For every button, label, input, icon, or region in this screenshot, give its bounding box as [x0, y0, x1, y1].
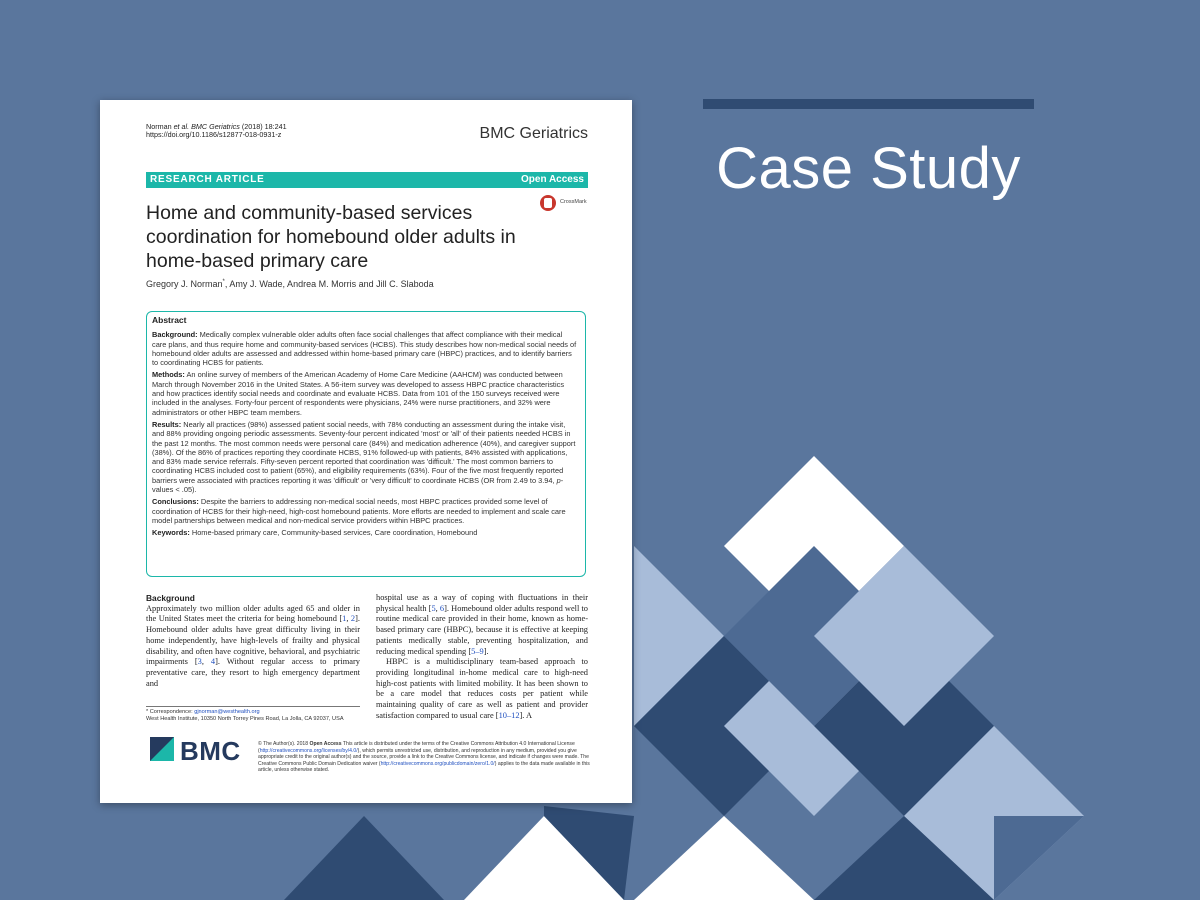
abstract-heading: Abstract [152, 315, 187, 325]
crossmark-icon[interactable] [540, 195, 556, 211]
footnote-rule [146, 706, 360, 707]
diamond-medium-lower-right [994, 816, 1084, 900]
article-type-label: RESEARCH ARTICLE [150, 174, 265, 185]
bmc-logo-icon [150, 737, 174, 761]
authors-line: Gregory J. Norman*, Amy J. Wade, Andrea M. Morris and Jill C. Slaboda [146, 279, 434, 289]
crossmark-label: CrossMark [560, 199, 587, 205]
bmc-logo-text: BMC [180, 736, 241, 766]
ref-link[interactable]: 1 [342, 614, 347, 624]
ref-link[interactable]: 2 [350, 614, 356, 624]
diamond-white-bottom [634, 816, 814, 900]
abstract-results: Results: Nearly all practices (98%) assessed patient social needs, with 78% conducting an assessment during the intake visit, and 88% providing ongoing periodic assessments. Seventy-four percent indicated 'most' or 'all' of their patients needed HCBS in the past 12 months. The most common needs were personal care (84%) and medication adherence (40%), and caregiver support (38%). Of the 86% of practices reporting they coordinate HCBS, 91% followed-up with patients, 84% assisted with applications, and 83% made service referrals. Fifty-seven percent reported that coordination was 'difficult.' The most common barriers to coordinating HCBS included cost to patient (65%), and eligibility requirements (63%). Four of the five most frequently reported barriers were associated with practices reporting it was 'difficult' or 'very difficult' to coordinate HCBS (OR from 2.49 to 3.94, p-values < .05). [152, 419, 576, 495]
paper-page [100, 100, 632, 803]
license-link[interactable]: http://creativecommons.org/licenses/by/4.0/ [259, 747, 358, 754]
citation-line: Norman et al. BMC Geriatrics (2018) 18:241 [146, 122, 287, 131]
ref-link[interactable]: 5–9 [471, 646, 484, 656]
abstract-conclusions: Conclusions: Despite the barriers to addressing non-medical social needs, most HBPC practices provided some level of coordination of HCBS for their high-need, high-cost homebound patients. More efforts are needed to implement and scale care model partnerships between medical and non-medical service providers within HBPC practices. [152, 497, 566, 525]
banner-title: Case Study [716, 136, 1021, 201]
abstract-content [152, 316, 578, 541]
license-text: © The Author(s). 2018 Open Access This article is distributed under the terms of the Creative Commons Attribution 4.0 International License (http://creativecommons.org/licenses/by/4.0/), which permits unrestricted use, distribution, and reproduction in any medium, provided you give appropriate credit to the original author(s) and the source, provide a link to the Creative Commons license, and indicate if changes were made. The Creative Commons Public Domain Dedication waiver (http://creativecommons.org/publicdomain/zero/1.0/) applies to the data made available in this article, unless otherwise stated. [258, 741, 590, 773]
journal-name: BMC Geriatrics [479, 125, 588, 142]
ref-link[interactable]: 4 [210, 657, 216, 667]
open-access-label: Open Access [521, 174, 584, 185]
footnote: * Correspondence: gjnorman@westhealth.org West Health Institute, 10350 North Torrey Pines Road, La Jolla, CA 92037, USA [146, 709, 344, 722]
abstract-methods: Methods: An online survey of members of the American Academy of Home Care Medicine (AAHCM) was conducted between March through November 2016 in the United States. A 56-item survey was developed to assess HBPC practice characteristics and how practices identify social needs and coordinate and evaluate HCBS. Data from 101 of the 150 surveys received were included in the analyses. Forty-four percent of respondents were physicians, 24% were nurse practitioners, and 32% were administrators or other HBPC team members. [152, 370, 565, 417]
diamond-dark-bottom-left [284, 816, 444, 900]
ref-link[interactable]: 5 [431, 603, 436, 613]
ref-link[interactable]: 6 [439, 603, 445, 613]
accent-bar [703, 99, 1034, 109]
body-column-right: hospital use as a way of coping with fluctuations in their physical health [5, 6]. Homebound older adults respond well to routine medical care provided in their home, known as home-based primary care (HBPC), because it is effective at keeping patients medically stable, preventing hospitalization, and reducing medical spending [5–9]. HBPC is a multidisciplinary team-based approach to providing longitudinal in-home medical care to high-need high-cost patients with limited mobility. It has been shown to be a care model that reduces costs per patient while maintaining quality of care as well as patient and provider satisfaction compared to usual care [10–12]. A [376, 593, 588, 720]
doi-line: https://doi.org/10.1186/s12877-018-0931-z [146, 130, 282, 139]
abstract-background: Background: Medically complex vulnerable older adults often face social challenges that affect compliance with their medical care plans, and thus require home and community-based services (HCBS). This study describes how non-medical social needs of homebound older adults are assessed and addressed within home-based primary care (HBPC) practices, and to identify barriers to coordinating HCBS for patients. [152, 330, 577, 368]
ref-link[interactable]: 3 [197, 657, 202, 667]
body-paragraph: HBPC is a multidisciplinary team-based approach to providing longitudinal in-home medical care to high-need high-cost patients with limited mobility. It has been shown to be a care model that reduces costs per patient while maintaining quality of care as well as patient and provider satisfaction compared to usual care [10–12]. A [376, 657, 588, 720]
body-column-left: Background Approximately two million older adults aged 65 and older in the United States meet the criteria for being homebound [1, 2]. Homebound older adults have great difficulty living in their home independently, have high-levels of frailty and physical disability, and often have cognitive, behavioral, and psychiatric impairments [3, 4]. Without regular access to primary preventative care, they resort to high emergency department and [146, 593, 360, 688]
abstract-keywords: Keywords: Home-based primary care, Community-based services, Care coordination, Homebound [152, 528, 478, 538]
ref-link[interactable]: 10–12 [498, 710, 520, 720]
article-title: Home and community-based services coordination for homebound older adults in home-based primary care [146, 202, 516, 272]
background-heading: Background [146, 593, 195, 603]
correspondence-email-link[interactable]: gjnorman@westhealth.org [194, 709, 260, 715]
waiver-link[interactable]: http://creativecommons.org/publicdomain/zero/1.0/ [380, 760, 495, 767]
